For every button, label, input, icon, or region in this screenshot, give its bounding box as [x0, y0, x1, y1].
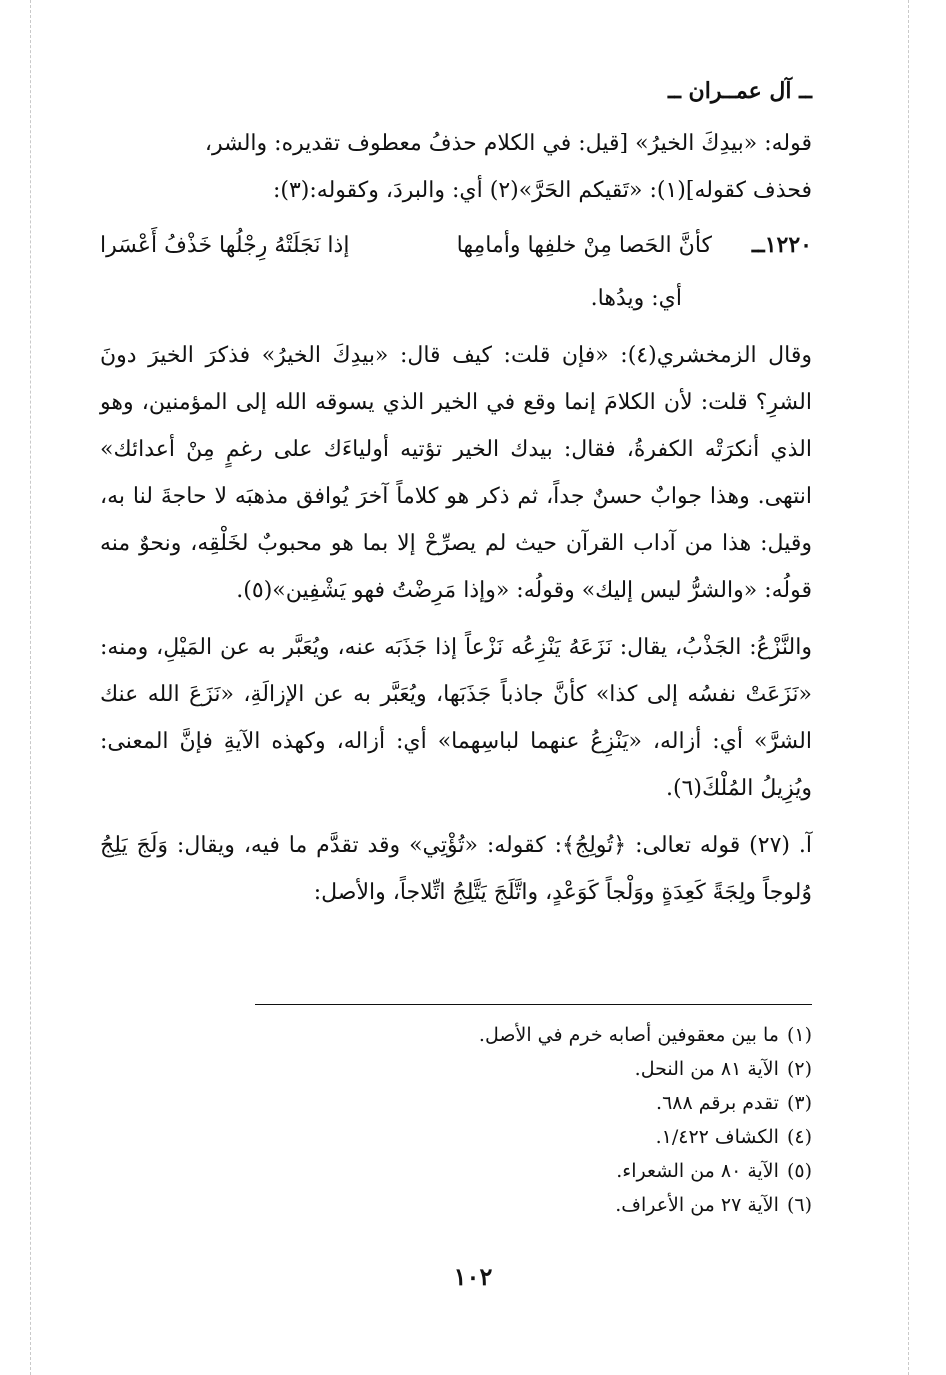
left-margin-guide — [30, 0, 31, 1375]
footnote-item — [100, 1188, 812, 1222]
paragraph-1-line-2: فحذف كقوله](١): «تَقيكم الحَرَّ»(٢) أي: والبردَ، وكقوله:(٣): — [272, 178, 812, 203]
footnote-text: الآية ٢٧ من الأعراف. — [615, 1194, 779, 1216]
footnote-text: الآية ٨١ من النحل. — [634, 1058, 779, 1080]
footnote-item — [100, 1018, 812, 1052]
footnote-number: (١) — [786, 1024, 812, 1046]
footnote-item — [100, 1086, 812, 1120]
footnote-number: (٢) — [786, 1058, 812, 1080]
right-margin-guide — [908, 0, 909, 1375]
footnote-text: الآية ٨٠ من الشعراء. — [616, 1160, 779, 1182]
paragraph-4: آ. (٢٧) قوله تعالى: ﴿تُولِجُ﴾: كقوله: «تُؤْتِي» وقد تقدَّم ما فيه، ويقال: وَلَجَ يَلِجُ وُلوجاً ولِجَةً كَعِدَةٍ ووَلْجاً كَوَعْدٍ، واتَّلَجَ يَتَّلِجُ اتِّلاجاً، والأصل: — [100, 833, 812, 905]
running-head: ــ آل عمــران ــ — [668, 78, 812, 104]
footnote-item — [100, 1154, 812, 1188]
verse-second-hemistich: إذا نَجَلَتْهُ رِجْلُها خَذْفُ أَعْسَرا — [100, 233, 350, 258]
verse-first-hemistich: كأنَّ الحَصا مِنْ خلفِها وأمامِها — [456, 233, 712, 258]
verse-number: ١٢٢٠ــ — [751, 232, 812, 258]
footnote-text: الكشاف ١/٤٢٢. — [655, 1126, 779, 1148]
footnote-number: (٤) — [786, 1126, 812, 1148]
verse-gloss: أي: ويدُها. — [590, 286, 682, 311]
footnote-item — [100, 1120, 812, 1154]
page-content — [100, 70, 812, 916]
footnote-text: ما بين معقوفين أصابه خرم في الأصل. — [478, 1024, 779, 1046]
footnote-separator — [255, 1004, 812, 1005]
footnote-text: تقدم برقم ٦٨٨. — [656, 1092, 779, 1114]
paragraph-3: والنَّزْعُ: الجَذْبُ، يقال: نَزَعَهُ يَنْزِعُه نَزْعاً إذا جَذَبَه عنه، ويُعَبَّر به عن المَيْلِ، ومنه: «نَزَعَتْ نفسُه إلى كذا» كأنَّ جاذباً جَذَبَها، ويُعَبَّر به عن الإزالَةِ، «نَزَعَ الله عنك الشرَّ» أي: أزاله، «يَنْزِعُ عنهما لباسِهما» أي: أزاله، وكهذه الآيةِ فإنَّ المعنى: ويُزِيلُ المُلْكَ(٦). — [100, 635, 812, 801]
footnote-number: (٥) — [786, 1160, 812, 1182]
paragraph-1-line-1: قوله: «بيدِكَ الخيرُ» [قيل: في الكلام حذفُ معطوف تقديره: والشر، — [204, 131, 812, 156]
body-text — [100, 120, 812, 916]
poetry-verse — [100, 222, 812, 269]
page-number: ١٠٢ — [453, 1262, 493, 1291]
paragraph-2: وقال الزمخشري(٤): «فإن قلت: كيف قال: «بيدِكَ الخيرُ» فذكرَ الخيرَ دونَ الشرِ؟ قلت: لأن الكلامَ إنما وقع في الخير الذي يسوقه الله إلى المؤمنين، وهو الذي أنكرَتْه الكفرةُ، فقال: بيدك الخير تؤتيه أولياءَك على رغمٍ مِنْ أعدائك» انتهى. وهذا جوابٌ حسنٌ جداً، ثم ذكر هو كلاماً آخرَ يُوافق مذهبَه لا حاجةَ لنا به، وقيل: هذا من آداب القرآن حيث لم يصرِّحْ إلا بما هو محبوبٌ لخَلْقِه، ونحوٌ منه قولُه: «والشرُّ ليس إليك» وقولُه: «وإذا مَرِضْتُ فهو يَشْفِين»(٥). — [100, 343, 813, 603]
footnote-number: (٣) — [786, 1092, 812, 1114]
footnote-item — [100, 1052, 812, 1086]
footnote-number: (٦) — [786, 1194, 812, 1216]
footnotes — [100, 1018, 812, 1222]
